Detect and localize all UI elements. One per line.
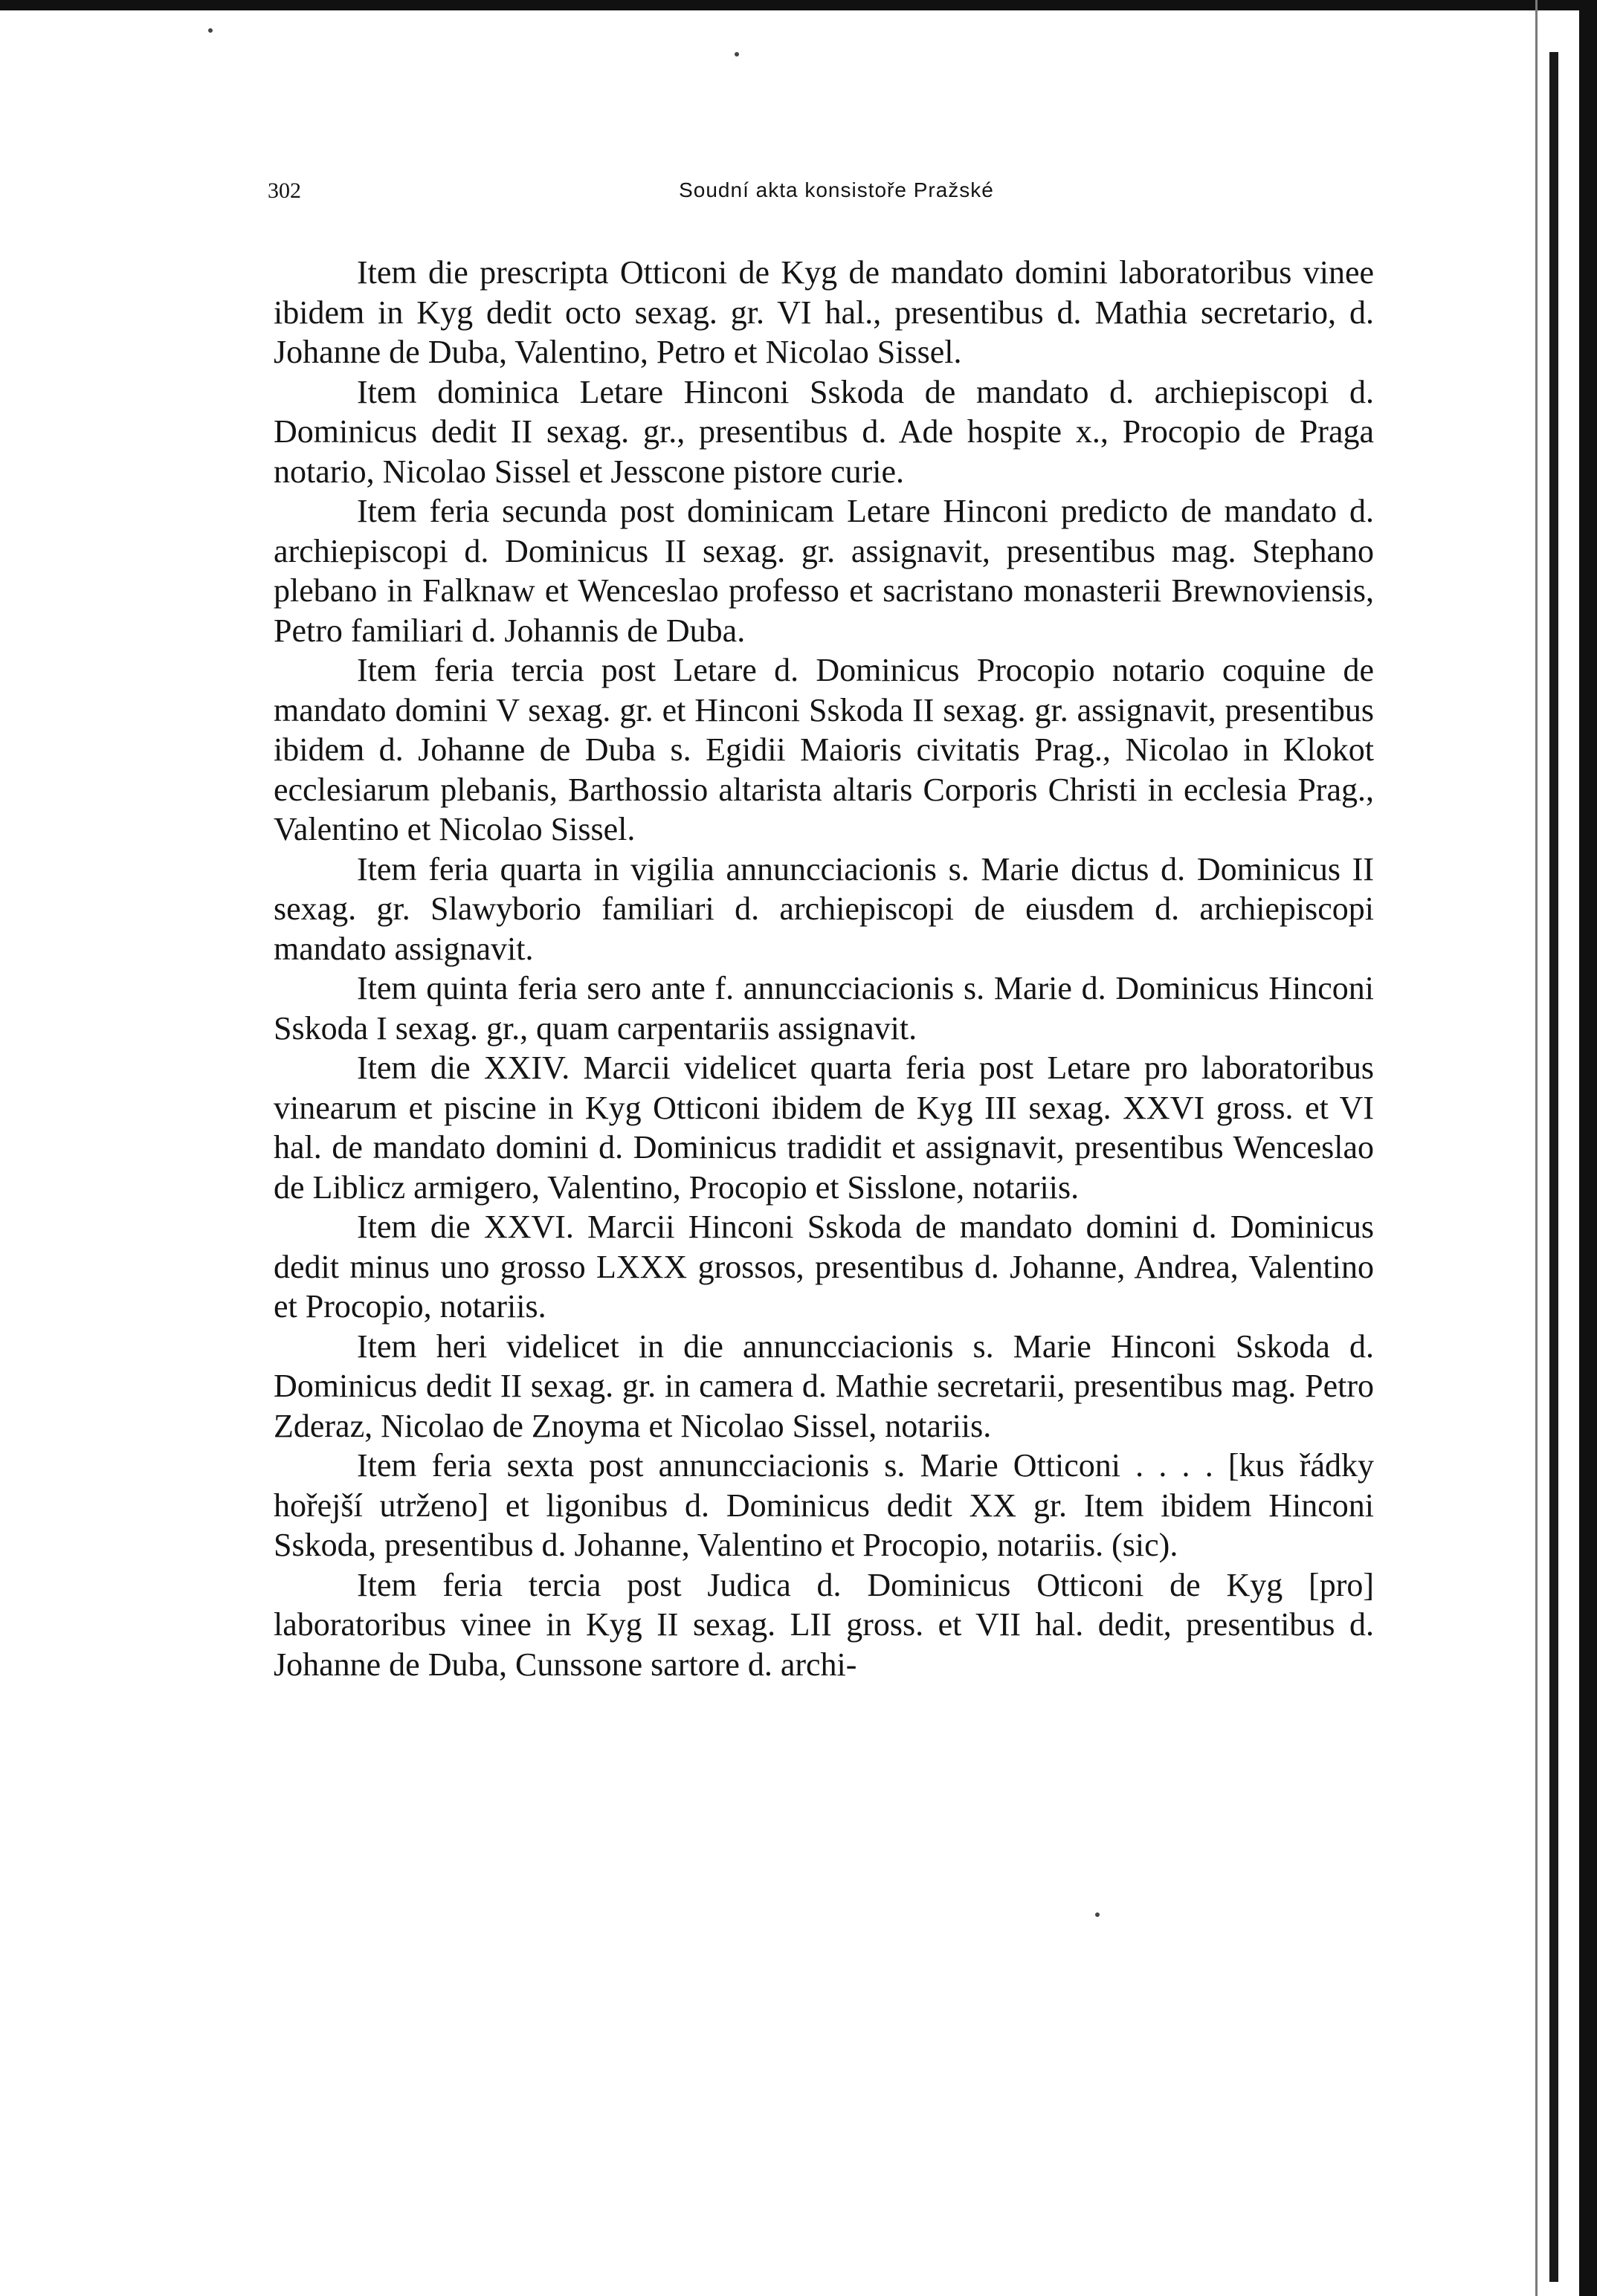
scan-speck — [735, 52, 739, 56]
page-number: 302 — [268, 178, 301, 203]
scan-right-shadow — [1549, 52, 1558, 2282]
scan-right-inner-line — [1535, 0, 1538, 2296]
paragraph: Item quinta feria sero ante f. annuncciacionis s. Marie d. Dominicus Hinconi Sskoda I sexag. gr., quam carpentariis assignavit. — [274, 970, 1374, 1047]
paragraph: Item die XXVI. Marcii Hinconi Sskoda de mandato domini d. Dominicus dedit minus uno grosso LXXX grossos, presentibus d. Johanne, Andrea, Valentino et Procopio, notariis. — [274, 1209, 1374, 1325]
paragraph: Item die prescripta Otticoni de Kyg de mandato domini laboratoribus vinee ibidem in Kyg dedit octo sexag. gr. VI hal., presentibus d. Mathia secretario, d. Johanne de Duba, Valentino, Petro et Nicolao Sissel. — [274, 254, 1374, 370]
text-body — [274, 253, 1374, 1684]
paragraph: Item dominica Letare Hinconi Sskoda de mandato d. archiepiscopi d. Dominicus dedit II sexag. gr., presentibus d. Ade hospite x., Procopio de Praga notario, Nicolao Sissel et Jesscone pistore curie. — [274, 373, 1374, 490]
running-title: Soudní akta konsistoře Pražské — [679, 178, 994, 201]
scan-speck — [208, 28, 213, 33]
paragraph: Item die XXIV. Marcii videlicet quarta feria post Letare pro laboratoribus vinearum et piscine in Kyg Otticoni ibidem de Kyg III sexag. XXVI gross. et VI hal. de mandato domini d. Dominicus tradidit et assignavit, presentibus Wenceslao de Liblicz armigero, Valentino, Procopio et Sisslone, notariis. — [274, 1050, 1374, 1206]
paragraph: Item feria tercia post Judica d. Dominicus Otticoni de Kyg [pro] laboratoribus vinee in Kyg II sexag. LII gross. et VII hal. dedit, presentibus d. Johanne de Duba, Cunssone sartore d. archi- — [274, 1566, 1374, 1683]
paragraph: Item feria tercia post Letare d. Dominicus Procopio notario coquine de mandato domini V sexag. gr. et Hinconi Sskoda II sexag. gr. assignavit, presentibus ibidem d. Johanne de Duba s. Egidii Maioris civitatis Prag., Nicolao in Klokot ecclesiarum plebanis, Barthossio altarista altaris Corporis Christi in ecclesia Prag., Valentino et Nicolao Sissel. — [274, 652, 1374, 847]
page-header — [268, 178, 1405, 208]
paragraph: Item heri videlicet in die annuncciacionis s. Marie Hinconi Sskoda d. Dominicus dedit II sexag. gr. in camera d. Mathie secretarii, presentibus mag. Petro Zderaz, Nicolao de Znoyma et Nicolao Sissel, notariis. — [274, 1328, 1374, 1444]
paragraph: Item feria sexta post annuncciacionis s. Marie Otticoni . . . . [kus řádky hořejší utrženo] et ligonibus d. Dominicus dedit XX gr. Item ibidem Hinconi Sskoda, presentibus d. Johanne, Valentino et Procopio, notariis. (sic). — [274, 1447, 1374, 1563]
paragraph: Item feria quarta in vigilia annuncciacionis s. Marie dictus d. Dominicus II sexag. gr. Slawyborio familiari d. archiepiscopi de eiusdem d. archiepiscopi mandato assignavit. — [274, 850, 1374, 967]
paragraph: Item feria secunda post dominicam Letare Hinconi predicto de mandato d. archiepiscopi d. Dominicus II sexag. gr. assignavit, presentibus mag. Stephano plebano in Falknaw et Wenceslao professo et sacristano monasterii Brewnoviensis, Petro familiari d. Johannis de Duba. — [274, 493, 1374, 649]
scan-speck — [1095, 1912, 1100, 1917]
scan-right-edge — [1579, 0, 1597, 2296]
scan-top-border — [0, 0, 1597, 10]
